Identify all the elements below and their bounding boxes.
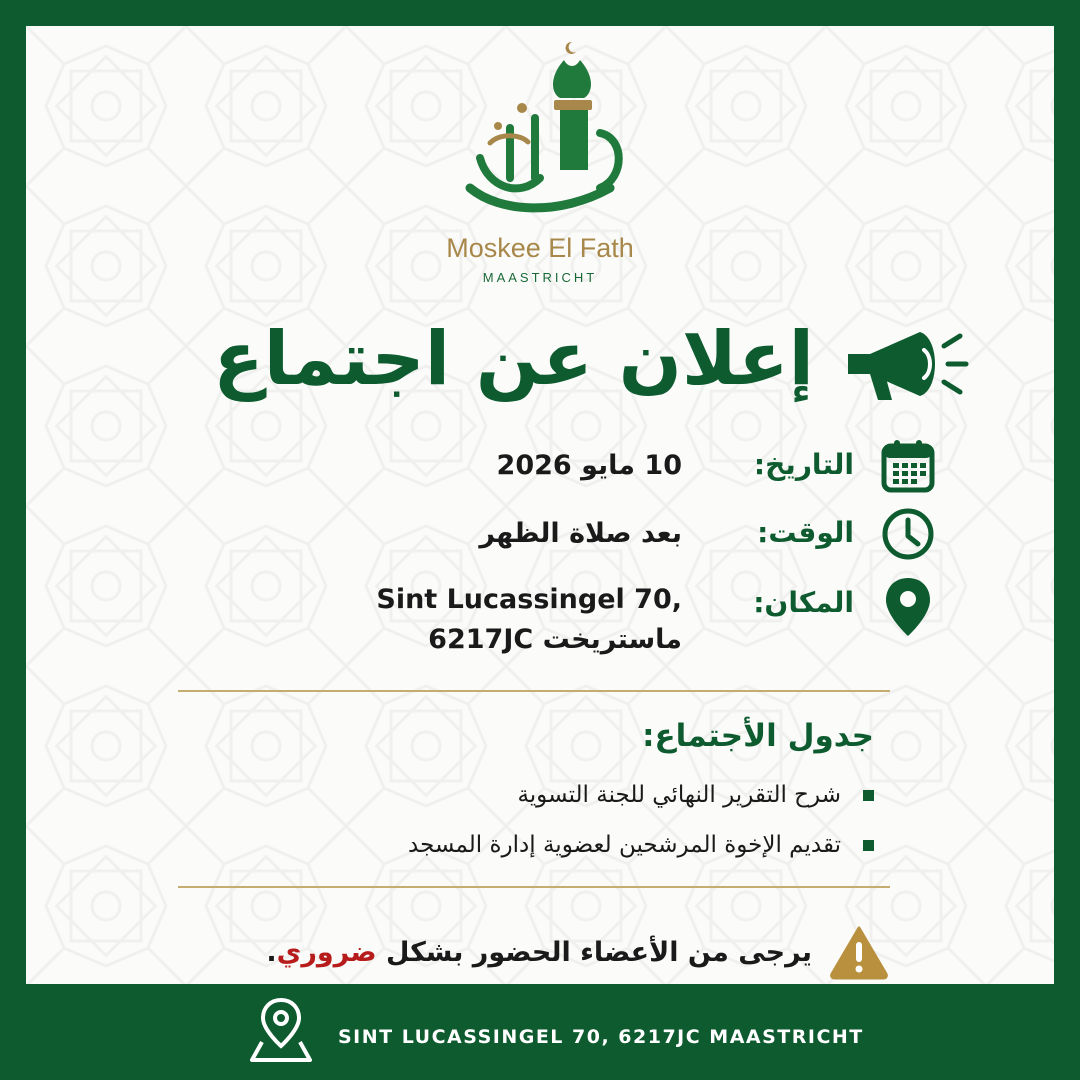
info-row-place xyxy=(26,574,1054,674)
place-value-line2: ماستريخت 6217JC xyxy=(428,624,682,655)
agenda-item xyxy=(517,782,874,808)
agenda-item-text: شرح التقرير النهائي للجنة التسوية xyxy=(517,782,841,808)
divider-top xyxy=(178,690,890,692)
notice-text xyxy=(266,937,812,968)
agenda-title: جدول الأجتماع: xyxy=(642,718,874,754)
location-pin-icon xyxy=(882,576,934,638)
agenda-item-text: تقديم الإخوة المرشحين لعضوية إدارة المسجد xyxy=(408,832,841,858)
place-label: المكان: xyxy=(753,586,854,619)
attendance-notice xyxy=(266,924,890,980)
notice-main: يرجى من الأعضاء الحضور بشكل xyxy=(385,936,812,968)
brand-city: MAASTRICHT xyxy=(482,270,598,285)
place-value xyxy=(376,580,682,660)
agenda-item xyxy=(408,832,874,858)
bullet-square-icon xyxy=(863,840,874,851)
footer-address: SINT LUCASSINGEL 70, 6217JC MAASTRICHT xyxy=(338,1026,864,1048)
bullet-square-icon xyxy=(863,790,874,801)
announcement-card xyxy=(26,26,1054,984)
mosque-calligraphy-logo-icon xyxy=(440,38,640,228)
date-value: 10 مايو 2026 xyxy=(496,450,682,481)
clock-icon xyxy=(880,506,936,562)
time-label: الوقت: xyxy=(757,516,854,549)
brand-name: Moskee El Fath xyxy=(446,233,634,263)
mosque-logo xyxy=(26,38,1054,288)
notice-emphasis: ضروري xyxy=(276,936,377,968)
divider-bottom xyxy=(178,886,890,888)
footer-bar xyxy=(0,984,1080,1080)
map-pin-icon xyxy=(248,996,314,1064)
date-label: التاريخ: xyxy=(753,448,854,481)
place-value-line1: Sint Lucassingel 70, xyxy=(376,584,682,615)
megaphone-icon xyxy=(840,324,970,404)
calendar-icon xyxy=(880,438,936,494)
warning-icon xyxy=(828,924,890,980)
title-row xyxy=(26,316,1054,446)
info-row-date xyxy=(26,438,1054,498)
time-value: بعد صلاة الظهر xyxy=(479,518,682,549)
notice-end: . xyxy=(266,936,277,968)
announcement-title: إعلان عن اجتماع xyxy=(213,316,814,402)
info-row-time xyxy=(26,506,1054,566)
